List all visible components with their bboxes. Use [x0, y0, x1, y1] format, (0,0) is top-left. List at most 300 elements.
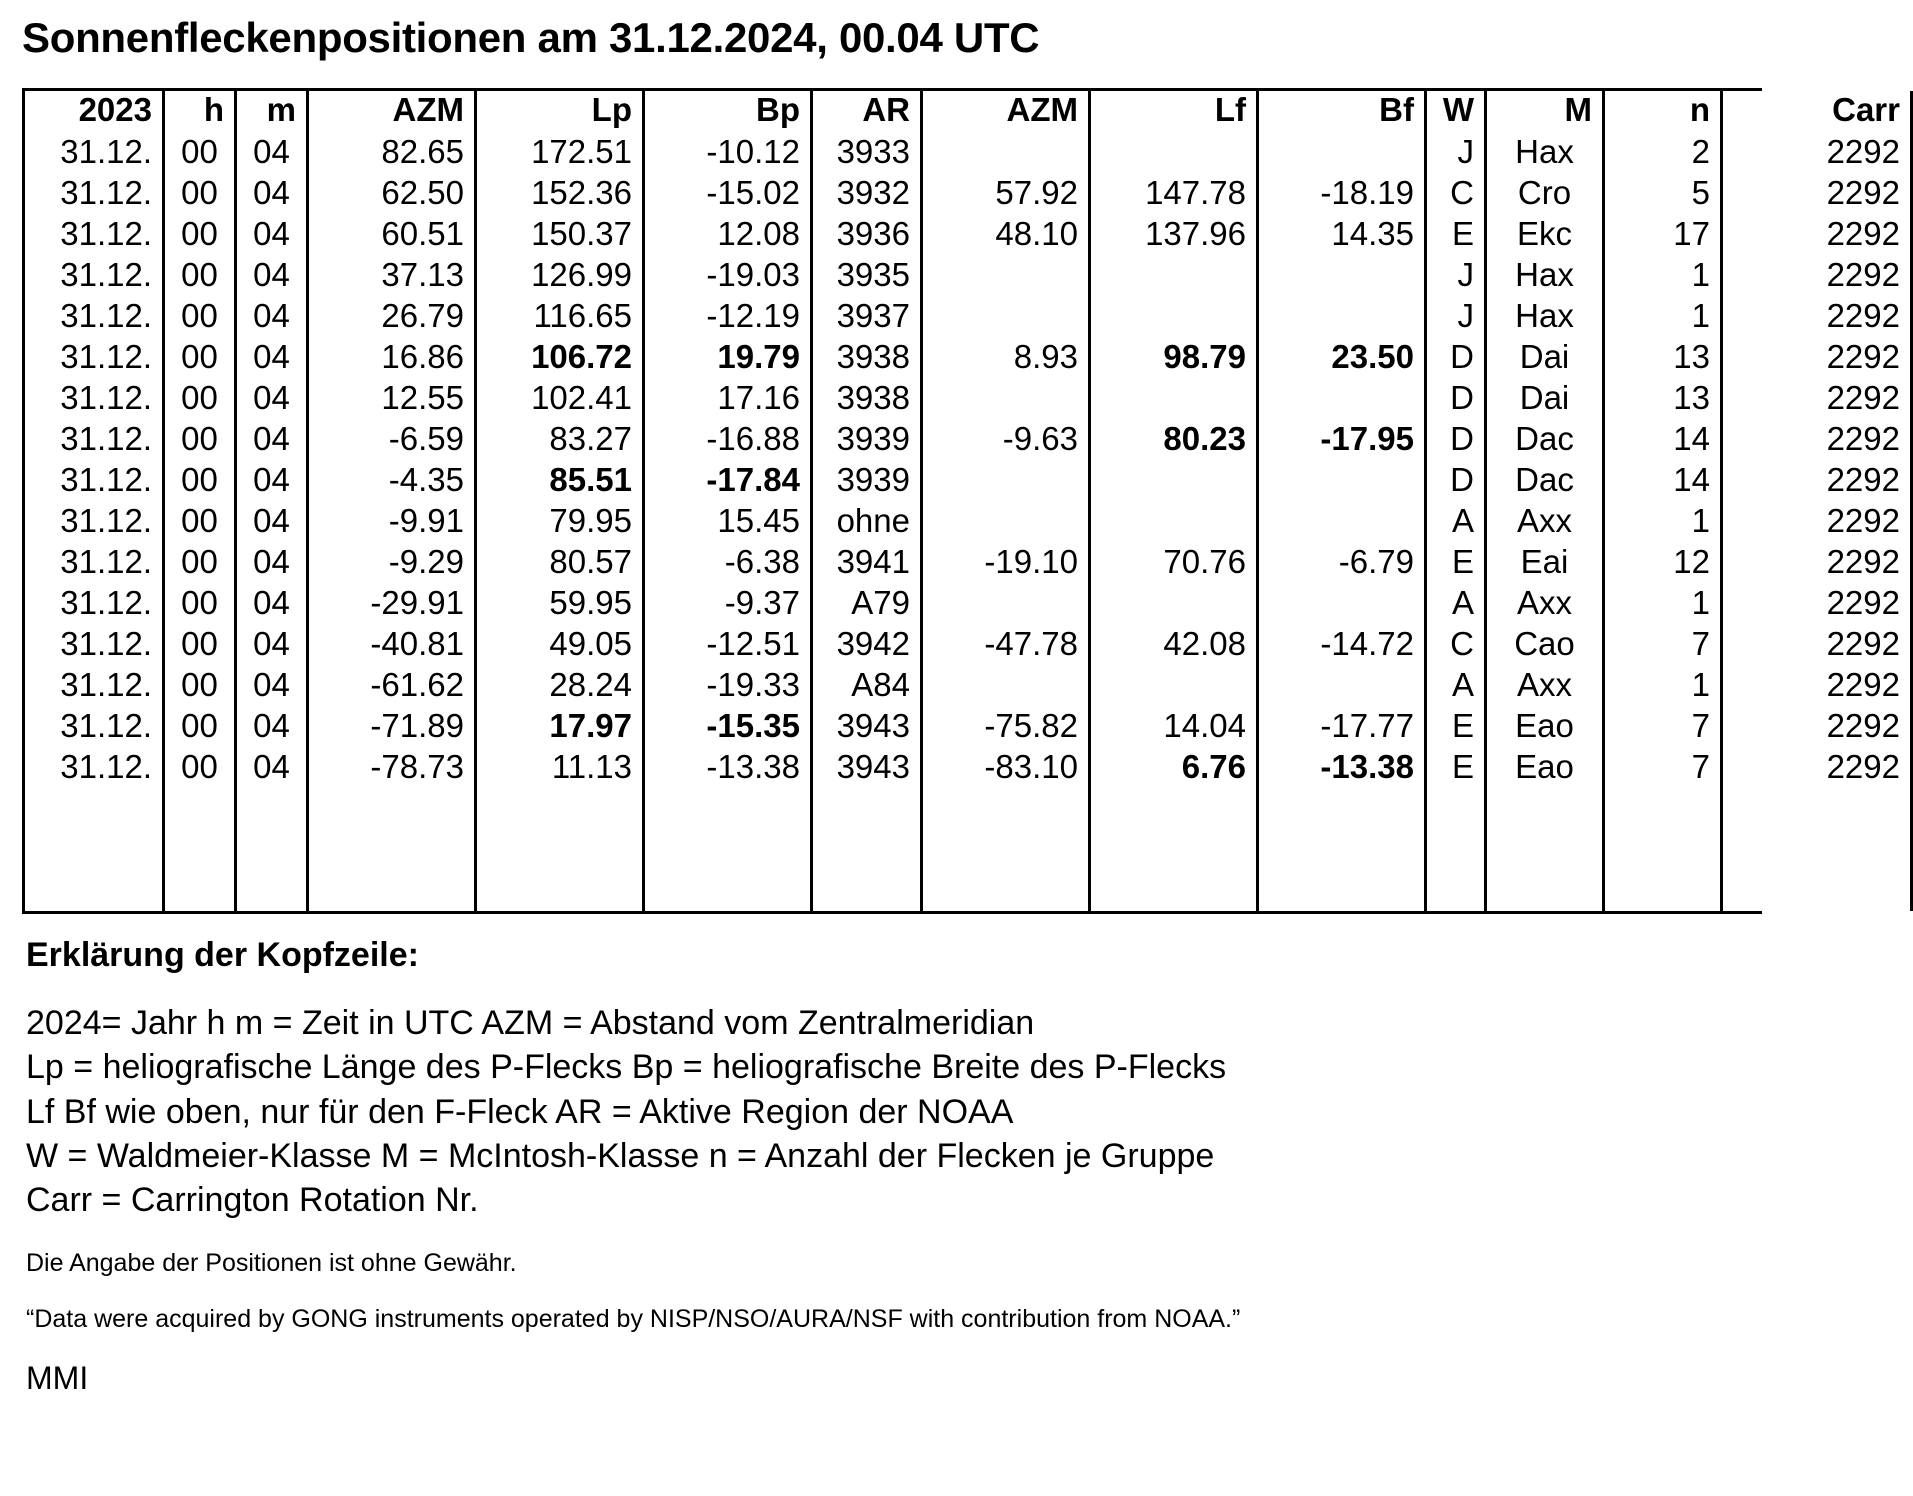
- cell-empty: [1722, 788, 1912, 829]
- table-header-row: [24, 91, 1912, 132]
- sunspot-table-container: [22, 88, 1900, 914]
- cell-bf: -13.38: [1258, 747, 1426, 788]
- column-header-carr: Carr: [1722, 91, 1912, 132]
- cell-azm-p: 82.65: [308, 132, 476, 173]
- cell-lf: 147.78: [1090, 173, 1258, 214]
- cell-hour: 00: [164, 501, 236, 542]
- cell-azm-f: -19.10: [922, 542, 1090, 583]
- cell-empty: [24, 870, 164, 911]
- cell-lp: 83.27: [476, 419, 644, 460]
- cell-carr: 2292: [1722, 255, 1912, 296]
- cell-minute: 04: [236, 255, 308, 296]
- cell-azm-p: 37.13: [308, 255, 476, 296]
- cell-n: 1: [1604, 501, 1722, 542]
- cell-bf: 23.50: [1258, 337, 1426, 378]
- cell-azm-f: [922, 501, 1090, 542]
- cell-azm-p: 62.50: [308, 173, 476, 214]
- cell-empty: [1486, 870, 1604, 911]
- cell-minute: 04: [236, 173, 308, 214]
- cell-mclass: Dai: [1486, 337, 1604, 378]
- cell-bp: -17.84: [644, 460, 812, 501]
- cell-lf: [1090, 296, 1258, 337]
- cell-empty: [1486, 829, 1604, 870]
- table-row: [24, 747, 1912, 788]
- cell-mclass: Dac: [1486, 419, 1604, 460]
- cell-date: 31.12.: [24, 337, 164, 378]
- cell-hour: 00: [164, 624, 236, 665]
- cell-lp: 11.13: [476, 747, 644, 788]
- cell-lf: [1090, 132, 1258, 173]
- table-row: [24, 460, 1912, 501]
- cell-lp: 85.51: [476, 460, 644, 501]
- cell-mclass: Axx: [1486, 665, 1604, 706]
- table-row: [24, 132, 1912, 173]
- cell-azm-p: -71.89: [308, 706, 476, 747]
- cell-carr: 2292: [1722, 624, 1912, 665]
- cell-empty: [922, 870, 1090, 911]
- cell-empty: [1604, 870, 1722, 911]
- cell-azm-f: -9.63: [922, 419, 1090, 460]
- cell-bp: -15.02: [644, 173, 812, 214]
- cell-mclass: Hax: [1486, 132, 1604, 173]
- column-header-n: n: [1604, 91, 1722, 132]
- cell-bp: -16.88: [644, 419, 812, 460]
- cell-hour: 00: [164, 214, 236, 255]
- table-empty-row: [24, 788, 1912, 829]
- column-header-mclass: M: [1486, 91, 1604, 132]
- table-header: [24, 91, 1912, 132]
- cell-bp: -19.33: [644, 665, 812, 706]
- cell-empty: [236, 829, 308, 870]
- table-row: [24, 624, 1912, 665]
- table-row: [24, 337, 1912, 378]
- cell-date: 31.12.: [24, 255, 164, 296]
- cell-date: 31.12.: [24, 706, 164, 747]
- cell-ar: 3938: [812, 337, 922, 378]
- cell-empty: [1426, 788, 1486, 829]
- cell-w: D: [1426, 337, 1486, 378]
- legend-line: Lf Bf wie oben, nur für den F-Fleck AR = Aktive Region der NOAA: [26, 1092, 1014, 1131]
- cell-azm-f: [922, 665, 1090, 706]
- legend-line: W = Waldmeier-Klasse M = McIntosh-Klasse n = Anzahl der Flecken je Gruppe: [26, 1136, 1215, 1175]
- cell-azm-p: 26.79: [308, 296, 476, 337]
- cell-minute: 04: [236, 337, 308, 378]
- cell-w: J: [1426, 132, 1486, 173]
- cell-lf: 98.79: [1090, 337, 1258, 378]
- cell-empty: [164, 829, 236, 870]
- cell-w: J: [1426, 296, 1486, 337]
- cell-n: 7: [1604, 747, 1722, 788]
- table-empty-row: [24, 829, 1912, 870]
- cell-mclass: Dac: [1486, 460, 1604, 501]
- cell-azm-p: -78.73: [308, 747, 476, 788]
- cell-lp: 59.95: [476, 583, 644, 624]
- cell-lp: 102.41: [476, 378, 644, 419]
- cell-azm-p: -9.91: [308, 501, 476, 542]
- cell-bf: -17.77: [1258, 706, 1426, 747]
- cell-ar: 3939: [812, 419, 922, 460]
- cell-bf: [1258, 583, 1426, 624]
- cell-w: D: [1426, 460, 1486, 501]
- cell-minute: 04: [236, 583, 308, 624]
- cell-bp: -6.38: [644, 542, 812, 583]
- cell-ar: 3943: [812, 706, 922, 747]
- table-row: [24, 173, 1912, 214]
- table-row: [24, 583, 1912, 624]
- table-row: [24, 378, 1912, 419]
- cell-minute: 04: [236, 132, 308, 173]
- cell-bf: -18.19: [1258, 173, 1426, 214]
- cell-ar: A79: [812, 583, 922, 624]
- legend-line: 2024= Jahr h m = Zeit in UTC AZM = Abstand vom Zentralmeridian: [26, 1004, 1035, 1043]
- table-row: [24, 706, 1912, 747]
- cell-carr: 2292: [1722, 132, 1912, 173]
- cell-ar: ohne: [812, 501, 922, 542]
- cell-ar: 3938: [812, 378, 922, 419]
- cell-empty: [644, 829, 812, 870]
- cell-carr: 2292: [1722, 706, 1912, 747]
- cell-minute: 04: [236, 665, 308, 706]
- cell-lf: [1090, 255, 1258, 296]
- cell-empty: [922, 788, 1090, 829]
- cell-azm-p: -6.59: [308, 419, 476, 460]
- cell-minute: 04: [236, 624, 308, 665]
- cell-n: 1: [1604, 583, 1722, 624]
- cell-azm-p: -9.29: [308, 542, 476, 583]
- cell-ar: 3939: [812, 460, 922, 501]
- cell-azm-p: 16.86: [308, 337, 476, 378]
- table-row: [24, 501, 1912, 542]
- cell-bf: [1258, 665, 1426, 706]
- cell-empty: [1258, 870, 1426, 911]
- cell-azm-f: [922, 378, 1090, 419]
- cell-w: D: [1426, 378, 1486, 419]
- table-row: [24, 665, 1912, 706]
- cell-minute: 04: [236, 296, 308, 337]
- cell-w: C: [1426, 173, 1486, 214]
- cell-bf: [1258, 296, 1426, 337]
- cell-azm-f: [922, 296, 1090, 337]
- cell-w: A: [1426, 583, 1486, 624]
- cell-ar: A84: [812, 665, 922, 706]
- cell-lf: [1090, 583, 1258, 624]
- cell-minute: 04: [236, 542, 308, 583]
- column-header-azm-p: AZM: [308, 91, 476, 132]
- cell-ar: 3932: [812, 173, 922, 214]
- cell-date: 31.12.: [24, 378, 164, 419]
- cell-azm-f: [922, 583, 1090, 624]
- cell-carr: 2292: [1722, 214, 1912, 255]
- cell-empty: [1258, 788, 1426, 829]
- table-row: [24, 542, 1912, 583]
- column-header-ar: AR: [812, 91, 922, 132]
- cell-bp: -13.38: [644, 747, 812, 788]
- cell-carr: 2292: [1722, 583, 1912, 624]
- cell-hour: 00: [164, 255, 236, 296]
- cell-empty: [1486, 788, 1604, 829]
- cell-empty: [236, 788, 308, 829]
- cell-ar: 3935: [812, 255, 922, 296]
- cell-empty: [1604, 829, 1722, 870]
- cell-carr: 2292: [1722, 501, 1912, 542]
- column-header-w: W: [1426, 91, 1486, 132]
- cell-bp: 17.16: [644, 378, 812, 419]
- cell-mclass: Axx: [1486, 501, 1604, 542]
- cell-w: D: [1426, 419, 1486, 460]
- cell-carr: 2292: [1722, 747, 1912, 788]
- cell-ar: 3943: [812, 747, 922, 788]
- legend-line: Carr = Carrington Rotation Nr.: [26, 1181, 479, 1220]
- cell-empty: [476, 870, 644, 911]
- cell-empty: [308, 829, 476, 870]
- cell-lf: 70.76: [1090, 542, 1258, 583]
- cell-lp: 116.65: [476, 296, 644, 337]
- cell-bp: -9.37: [644, 583, 812, 624]
- cell-w: E: [1426, 542, 1486, 583]
- cell-ar: 3937: [812, 296, 922, 337]
- cell-carr: 2292: [1722, 419, 1912, 460]
- legend-line: Lp = heliografische Länge des P-Flecks Bp = heliografische Breite des P-Flecks: [26, 1048, 1227, 1087]
- cell-hour: 00: [164, 419, 236, 460]
- cell-hour: 00: [164, 706, 236, 747]
- cell-bf: -14.72: [1258, 624, 1426, 665]
- cell-w: J: [1426, 255, 1486, 296]
- column-header-lp: Lp: [476, 91, 644, 132]
- cell-w: E: [1426, 214, 1486, 255]
- cell-lf: [1090, 665, 1258, 706]
- cell-lf: 80.23: [1090, 419, 1258, 460]
- cell-empty: [1090, 829, 1258, 870]
- table-row: [24, 296, 1912, 337]
- cell-lf: [1090, 460, 1258, 501]
- cell-date: 31.12.: [24, 624, 164, 665]
- cell-mclass: Dai: [1486, 378, 1604, 419]
- cell-n: 1: [1604, 665, 1722, 706]
- table-row: [24, 214, 1912, 255]
- cell-carr: 2292: [1722, 542, 1912, 583]
- cell-hour: 00: [164, 665, 236, 706]
- cell-bf: [1258, 132, 1426, 173]
- cell-empty: [476, 788, 644, 829]
- cell-lp: 17.97: [476, 706, 644, 747]
- cell-bp: -12.51: [644, 624, 812, 665]
- cell-bf: [1258, 460, 1426, 501]
- cell-n: 2: [1604, 132, 1722, 173]
- cell-date: 31.12.: [24, 173, 164, 214]
- cell-bf: [1258, 501, 1426, 542]
- cell-empty: [1426, 829, 1486, 870]
- cell-date: 31.12.: [24, 214, 164, 255]
- cell-hour: 00: [164, 378, 236, 419]
- cell-ar: 3941: [812, 542, 922, 583]
- cell-lf: 6.76: [1090, 747, 1258, 788]
- cell-date: 31.12.: [24, 542, 164, 583]
- cell-hour: 00: [164, 747, 236, 788]
- cell-minute: 04: [236, 747, 308, 788]
- table-body: [24, 132, 1912, 911]
- cell-n: 12: [1604, 542, 1722, 583]
- cell-minute: 04: [236, 501, 308, 542]
- column-header-year: 2023: [24, 91, 164, 132]
- cell-empty: [24, 788, 164, 829]
- cell-n: 13: [1604, 337, 1722, 378]
- cell-empty: [164, 788, 236, 829]
- table-empty-row: [24, 870, 1912, 911]
- cell-minute: 04: [236, 378, 308, 419]
- page-title: Sonnenfleckenpositionen am 31.12.2024, 00.04 UTC: [22, 14, 1040, 61]
- cell-n: 17: [1604, 214, 1722, 255]
- cell-w: E: [1426, 706, 1486, 747]
- cell-bf: -17.95: [1258, 419, 1426, 460]
- cell-date: 31.12.: [24, 419, 164, 460]
- cell-mclass: Eai: [1486, 542, 1604, 583]
- cell-empty: [1604, 788, 1722, 829]
- cell-carr: 2292: [1722, 665, 1912, 706]
- cell-lp: 49.05: [476, 624, 644, 665]
- cell-carr: 2292: [1722, 460, 1912, 501]
- column-header-hour: h: [164, 91, 236, 132]
- cell-empty: [1722, 870, 1912, 911]
- cell-lp: 150.37: [476, 214, 644, 255]
- cell-lf: 137.96: [1090, 214, 1258, 255]
- cell-azm-p: -29.91: [308, 583, 476, 624]
- cell-mclass: Eao: [1486, 706, 1604, 747]
- cell-mclass: Cro: [1486, 173, 1604, 214]
- cell-bp: 15.45: [644, 501, 812, 542]
- legend-heading: Erklärung der Kopfzeile:: [26, 936, 419, 975]
- author-signature: MMI: [26, 1360, 89, 1397]
- cell-bp: -15.35: [644, 706, 812, 747]
- cell-lf: [1090, 501, 1258, 542]
- table-row: [24, 419, 1912, 460]
- cell-azm-f: [922, 132, 1090, 173]
- cell-bp: -10.12: [644, 132, 812, 173]
- cell-azm-p: 60.51: [308, 214, 476, 255]
- cell-azm-p: 12.55: [308, 378, 476, 419]
- document-page: [0, 8, 1900, 1496]
- cell-azm-f: 8.93: [922, 337, 1090, 378]
- cell-empty: [644, 870, 812, 911]
- cell-lp: 172.51: [476, 132, 644, 173]
- cell-empty: [1426, 870, 1486, 911]
- cell-azm-f: 57.92: [922, 173, 1090, 214]
- cell-mclass: Hax: [1486, 255, 1604, 296]
- cell-n: 13: [1604, 378, 1722, 419]
- table-row: [24, 255, 1912, 296]
- cell-lf: 14.04: [1090, 706, 1258, 747]
- cell-bf: 14.35: [1258, 214, 1426, 255]
- column-header-lf: Lf: [1090, 91, 1258, 132]
- column-header-azm-f: AZM: [922, 91, 1090, 132]
- cell-empty: [1090, 788, 1258, 829]
- cell-lf: 42.08: [1090, 624, 1258, 665]
- cell-hour: 00: [164, 173, 236, 214]
- cell-azm-f: -47.78: [922, 624, 1090, 665]
- cell-azm-f: 48.10: [922, 214, 1090, 255]
- cell-bf: -6.79: [1258, 542, 1426, 583]
- cell-lp: 80.57: [476, 542, 644, 583]
- cell-date: 31.12.: [24, 747, 164, 788]
- cell-date: 31.12.: [24, 501, 164, 542]
- cell-n: 14: [1604, 460, 1722, 501]
- attribution-note: “Data were acquired by GONG instruments operated by NISP/NSO/AURA/NSF with contribution from NOAA.”: [26, 1305, 1241, 1334]
- cell-lp: 28.24: [476, 665, 644, 706]
- cell-empty: [308, 870, 476, 911]
- cell-w: A: [1426, 501, 1486, 542]
- cell-empty: [1722, 829, 1912, 870]
- cell-bf: [1258, 378, 1426, 419]
- legend-line-list: [26, 1001, 1762, 1222]
- cell-n: 1: [1604, 296, 1722, 337]
- cell-empty: [812, 788, 922, 829]
- column-header-bf: Bf: [1258, 91, 1426, 132]
- cell-w: E: [1426, 747, 1486, 788]
- cell-empty: [812, 829, 922, 870]
- column-header-minute: m: [236, 91, 308, 132]
- cell-w: A: [1426, 665, 1486, 706]
- cell-ar: 3933: [812, 132, 922, 173]
- cell-azm-f: [922, 460, 1090, 501]
- cell-empty: [812, 870, 922, 911]
- cell-hour: 00: [164, 583, 236, 624]
- cell-azm-p: -61.62: [308, 665, 476, 706]
- cell-date: 31.12.: [24, 132, 164, 173]
- cell-mclass: Hax: [1486, 296, 1604, 337]
- cell-bp: 12.08: [644, 214, 812, 255]
- cell-azm-f: [922, 255, 1090, 296]
- sunspot-positions-table: [22, 91, 1913, 911]
- cell-empty: [922, 829, 1090, 870]
- cell-minute: 04: [236, 214, 308, 255]
- cell-n: 7: [1604, 624, 1722, 665]
- cell-empty: [308, 788, 476, 829]
- cell-hour: 00: [164, 460, 236, 501]
- cell-carr: 2292: [1722, 173, 1912, 214]
- cell-date: 31.12.: [24, 460, 164, 501]
- cell-empty: [1090, 870, 1258, 911]
- cell-lp: 152.36: [476, 173, 644, 214]
- cell-lp: 79.95: [476, 501, 644, 542]
- cell-azm-p: -4.35: [308, 460, 476, 501]
- cell-date: 31.12.: [24, 296, 164, 337]
- cell-minute: 04: [236, 706, 308, 747]
- cell-minute: 04: [236, 460, 308, 501]
- cell-azm-f: -75.82: [922, 706, 1090, 747]
- cell-w: C: [1426, 624, 1486, 665]
- cell-lp: 106.72: [476, 337, 644, 378]
- cell-bp: 19.79: [644, 337, 812, 378]
- cell-azm-p: -40.81: [308, 624, 476, 665]
- cell-empty: [476, 829, 644, 870]
- cell-hour: 00: [164, 296, 236, 337]
- cell-n: 1: [1604, 255, 1722, 296]
- disclaimer-note: Die Angabe der Positionen ist ohne Gewähr.: [26, 1249, 517, 1278]
- cell-empty: [24, 829, 164, 870]
- cell-bp: -12.19: [644, 296, 812, 337]
- cell-bp: -19.03: [644, 255, 812, 296]
- cell-azm-f: -83.10: [922, 747, 1090, 788]
- cell-empty: [644, 788, 812, 829]
- cell-minute: 04: [236, 419, 308, 460]
- cell-mclass: Eao: [1486, 747, 1604, 788]
- cell-carr: 2292: [1722, 378, 1912, 419]
- cell-empty: [1258, 829, 1426, 870]
- cell-lf: [1090, 378, 1258, 419]
- cell-carr: 2292: [1722, 337, 1912, 378]
- cell-bf: [1258, 255, 1426, 296]
- cell-n: 5: [1604, 173, 1722, 214]
- cell-n: 14: [1604, 419, 1722, 460]
